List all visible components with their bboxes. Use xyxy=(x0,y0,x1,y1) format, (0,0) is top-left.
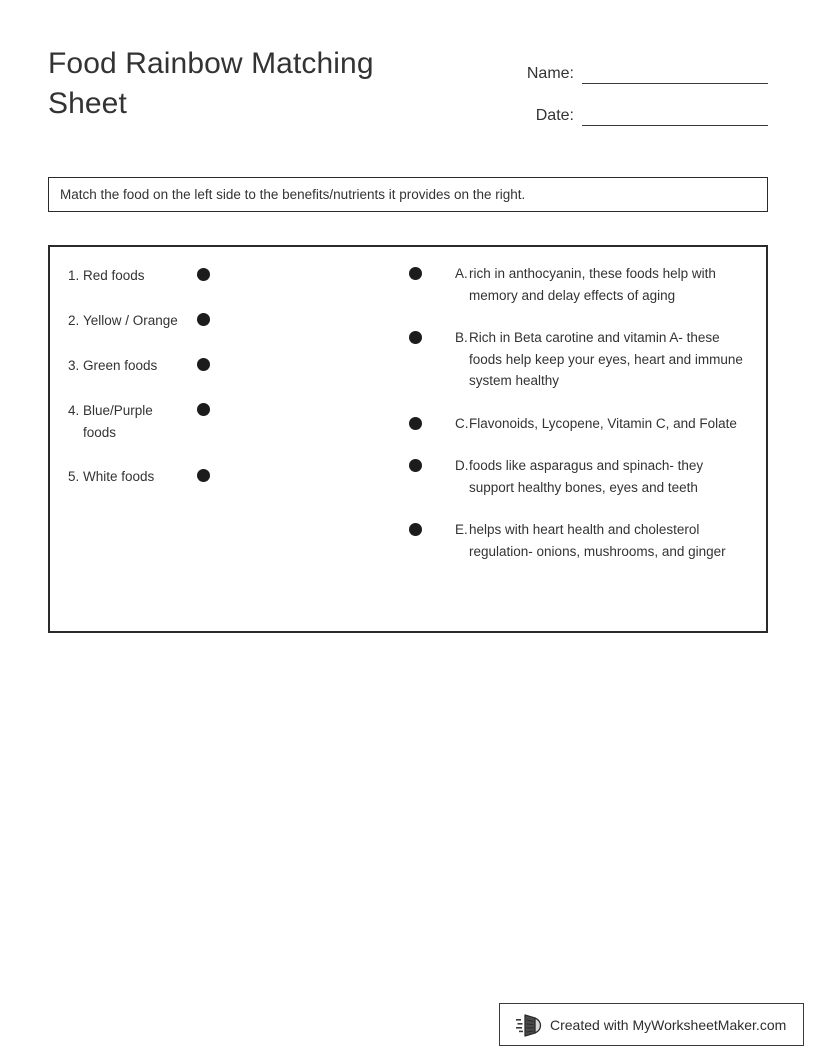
page-title: Food Rainbow Matching Sheet xyxy=(48,47,374,120)
left-item-number: 2. xyxy=(68,313,80,328)
date-input[interactable] xyxy=(582,103,768,126)
match-dot-icon[interactable] xyxy=(409,267,422,280)
right-dot-wrapper xyxy=(402,519,455,536)
match-dot-icon[interactable] xyxy=(409,331,422,344)
list-item xyxy=(50,355,340,377)
right-item-text xyxy=(455,455,762,498)
match-dot-icon[interactable] xyxy=(197,358,210,371)
right-item-text xyxy=(455,519,762,562)
left-item-label: Yellow / Orange xyxy=(83,313,178,328)
left-item-text xyxy=(50,400,185,443)
left-item-text xyxy=(50,466,185,488)
match-dot-icon[interactable] xyxy=(197,403,210,416)
match-dot-icon[interactable] xyxy=(409,459,422,472)
created-with-badge[interactable] xyxy=(499,1003,804,1046)
right-item-letter: B. xyxy=(455,330,468,345)
match-dot-icon[interactable] xyxy=(197,268,210,281)
matching-left-column xyxy=(50,265,340,511)
right-item-label: helps with heart health and cholesterol regulation- onions, mushrooms, and ginger xyxy=(469,522,726,559)
list-item xyxy=(50,400,340,443)
left-item-label: Blue/Purple foods xyxy=(83,403,153,440)
matching-right-column xyxy=(402,263,762,583)
left-dot-wrapper xyxy=(185,310,245,326)
right-item-letter: A. xyxy=(455,266,468,281)
left-item-text xyxy=(50,310,185,332)
list-item xyxy=(50,466,340,488)
match-dot-icon[interactable] xyxy=(197,469,210,482)
instruction-box xyxy=(48,177,768,212)
list-item xyxy=(402,519,762,562)
worksheet-header xyxy=(48,44,768,144)
student-info-fields xyxy=(468,50,768,134)
left-item-label: Green foods xyxy=(83,358,158,373)
matching-exercise-box xyxy=(48,245,768,633)
right-item-letter: D. xyxy=(455,458,469,473)
created-with-badge-text: Created with MyWorksheetMaker.com xyxy=(550,1016,787,1033)
left-item-label: White foods xyxy=(83,469,155,484)
right-dot-wrapper xyxy=(402,413,455,430)
right-item-letter: E. xyxy=(455,522,468,537)
name-field-row xyxy=(468,50,768,84)
worksheet-maker-logo-icon xyxy=(516,1013,542,1037)
left-item-text xyxy=(50,265,185,287)
right-dot-wrapper xyxy=(402,327,455,344)
right-item-label: Rich in Beta carotine and vitamin A- these foods help keep your eyes, heart and immune system healthy xyxy=(469,330,743,388)
list-item xyxy=(402,263,762,306)
name-input[interactable] xyxy=(582,61,768,84)
left-item-number: 1. xyxy=(68,268,80,283)
date-field-row xyxy=(468,92,768,126)
instruction-text: Match the food on the left side to the benefits/nutrients it provides on the right. xyxy=(60,186,526,202)
date-label: Date: xyxy=(535,107,574,124)
left-dot-wrapper xyxy=(185,265,245,281)
match-dot-icon[interactable] xyxy=(197,313,210,326)
right-item-text xyxy=(455,413,762,435)
left-item-number: 3. xyxy=(68,358,80,373)
right-item-text xyxy=(455,263,762,306)
match-dot-icon[interactable] xyxy=(409,417,422,430)
name-label: Name: xyxy=(526,65,574,82)
match-dot-icon[interactable] xyxy=(409,523,422,536)
right-dot-wrapper xyxy=(402,455,455,472)
list-item xyxy=(50,310,340,332)
right-item-label: rich in anthocyanin, these foods help with memory and delay effects of aging xyxy=(469,266,716,303)
left-dot-wrapper xyxy=(185,400,245,416)
list-item xyxy=(402,455,762,498)
right-item-label: Flavonoids, Lycopene, Vitamin C, and Folate xyxy=(469,415,737,431)
left-item-text xyxy=(50,355,185,377)
list-item xyxy=(402,327,762,392)
list-item xyxy=(402,413,762,435)
right-item-label: foods like asparagus and spinach- they support healthy bones, eyes and teeth xyxy=(469,458,704,495)
list-item xyxy=(50,265,340,287)
left-dot-wrapper xyxy=(185,355,245,371)
right-dot-wrapper xyxy=(402,263,455,280)
right-item-text xyxy=(455,327,762,392)
left-dot-wrapper xyxy=(185,466,245,482)
left-item-number: 4. xyxy=(68,403,80,418)
right-item-letter: C. xyxy=(455,415,469,431)
left-item-number: 5. xyxy=(68,469,80,484)
left-item-label: Red foods xyxy=(83,268,145,283)
